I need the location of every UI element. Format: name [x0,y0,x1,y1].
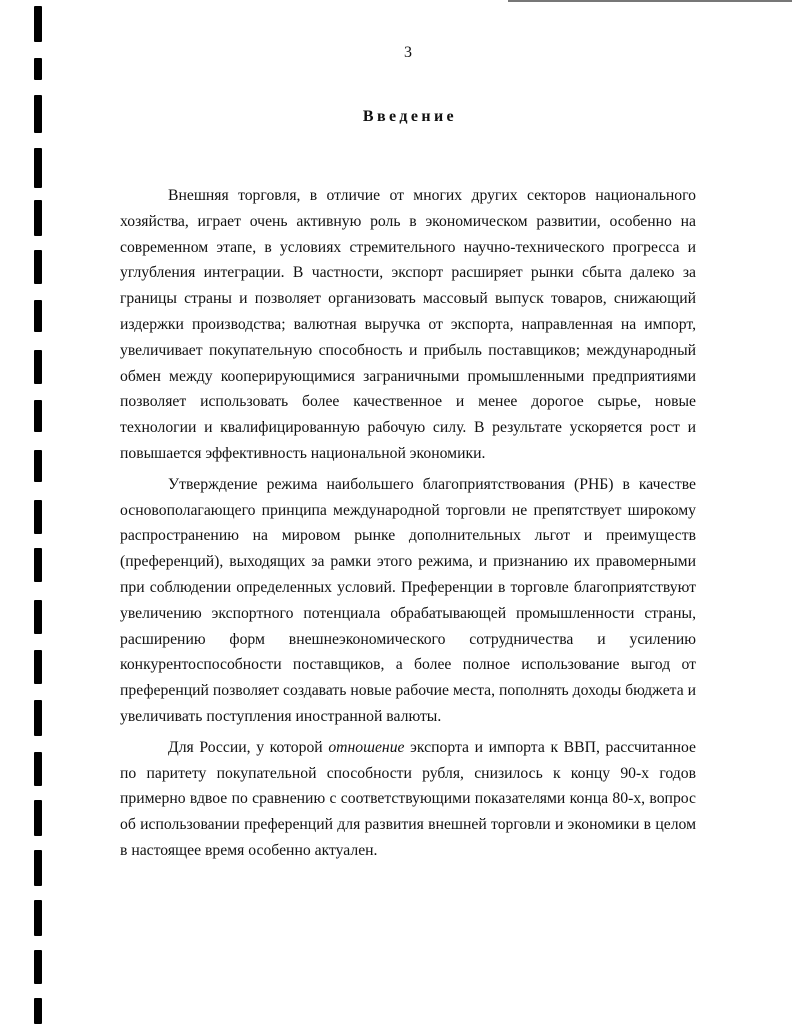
binding-mark [34,500,42,534]
binding-mark [34,650,42,684]
paragraph-text: Для России, у которой [168,738,329,756]
paragraph-text: экспорта и импорта к ВВП, рассчитанное по паритету покупательной способности рубля, снизилось к концу 90-х годов примерно вдвое по сравнению с соответствующими показателями конца 80-х, вопрос об использовании преференций для развития внешней торговли и экономики в целом в настоящее время особенно актуален. [120,738,696,859]
top-edge-rule [508,0,792,2]
emphasized-term: отношение [328,738,405,756]
binding-mark [34,95,42,133]
binding-mark [34,998,42,1024]
binding-mark [34,250,42,284]
binding-mark [34,350,42,384]
binding-mark [34,300,42,332]
binding-mark [34,752,42,786]
section-title: Введение [362,108,458,125]
binding-mark [34,950,42,984]
binding-mark [34,148,42,188]
binding-mark [34,400,42,432]
binding-mark [34,850,42,886]
binding-mark [34,900,42,936]
paragraph: Утверждение режима наибольшего благоприятствования (РНБ) в качестве основополагающего принципа международной торговли не препятствует широкому распространению на мировом рынке дополнительных льгот и преимуществ (преференций), выходящих за рамки этого режима, и признанию их правомерными при соблюдении определенных условий. Преференции в торговле благоприятствуют увеличению экспортного потенциала обрабатывающей промышленности страны, расширению форм внешнеэкономического сотрудничества и усилению конкурентоспособности поставщиков, а более полное использование выгод от преференций позволяет создавать новые рабочие места, пополнять доходы бюджета и увеличивать поступления иностранной валюты. [120,475,696,725]
binding-mark [34,548,42,582]
paragraph: Внешняя торговля, в отличие от многих других секторов национального хозяйства, играет очень активную роль в экономическом развитии, особенно на современном этапе, в условиях стремительного научно-технического прогресса и углубления интеграции. В частности, экспорт расширяет рынки сбыта далеко за границы страны и позволяет организовать массовый выпуск товаров, снижающий издержки производства; валютная выручка от экспорта, направленная на импорт, увеличивает покупательную способность и прибыль поставщиков; международный обмен между кооперирующимися заграничными промышленными предприятиями позволяет использовать более качественное и менее дорогое сырье, новые технологии и квалифицированную рабочую силу. В результате ускоряется рост и повышается эффективность национальной экономики. [120,187,696,462]
binding-mark [34,800,42,836]
paragraph [120,735,696,864]
binding-marks [34,0,48,1024]
binding-mark [34,6,42,42]
binding-mark [34,58,42,80]
binding-mark [34,600,42,634]
body-text [120,183,696,869]
binding-mark [34,200,42,236]
page-number: 3 [404,44,412,61]
binding-mark [34,450,42,482]
binding-mark [34,700,42,736]
